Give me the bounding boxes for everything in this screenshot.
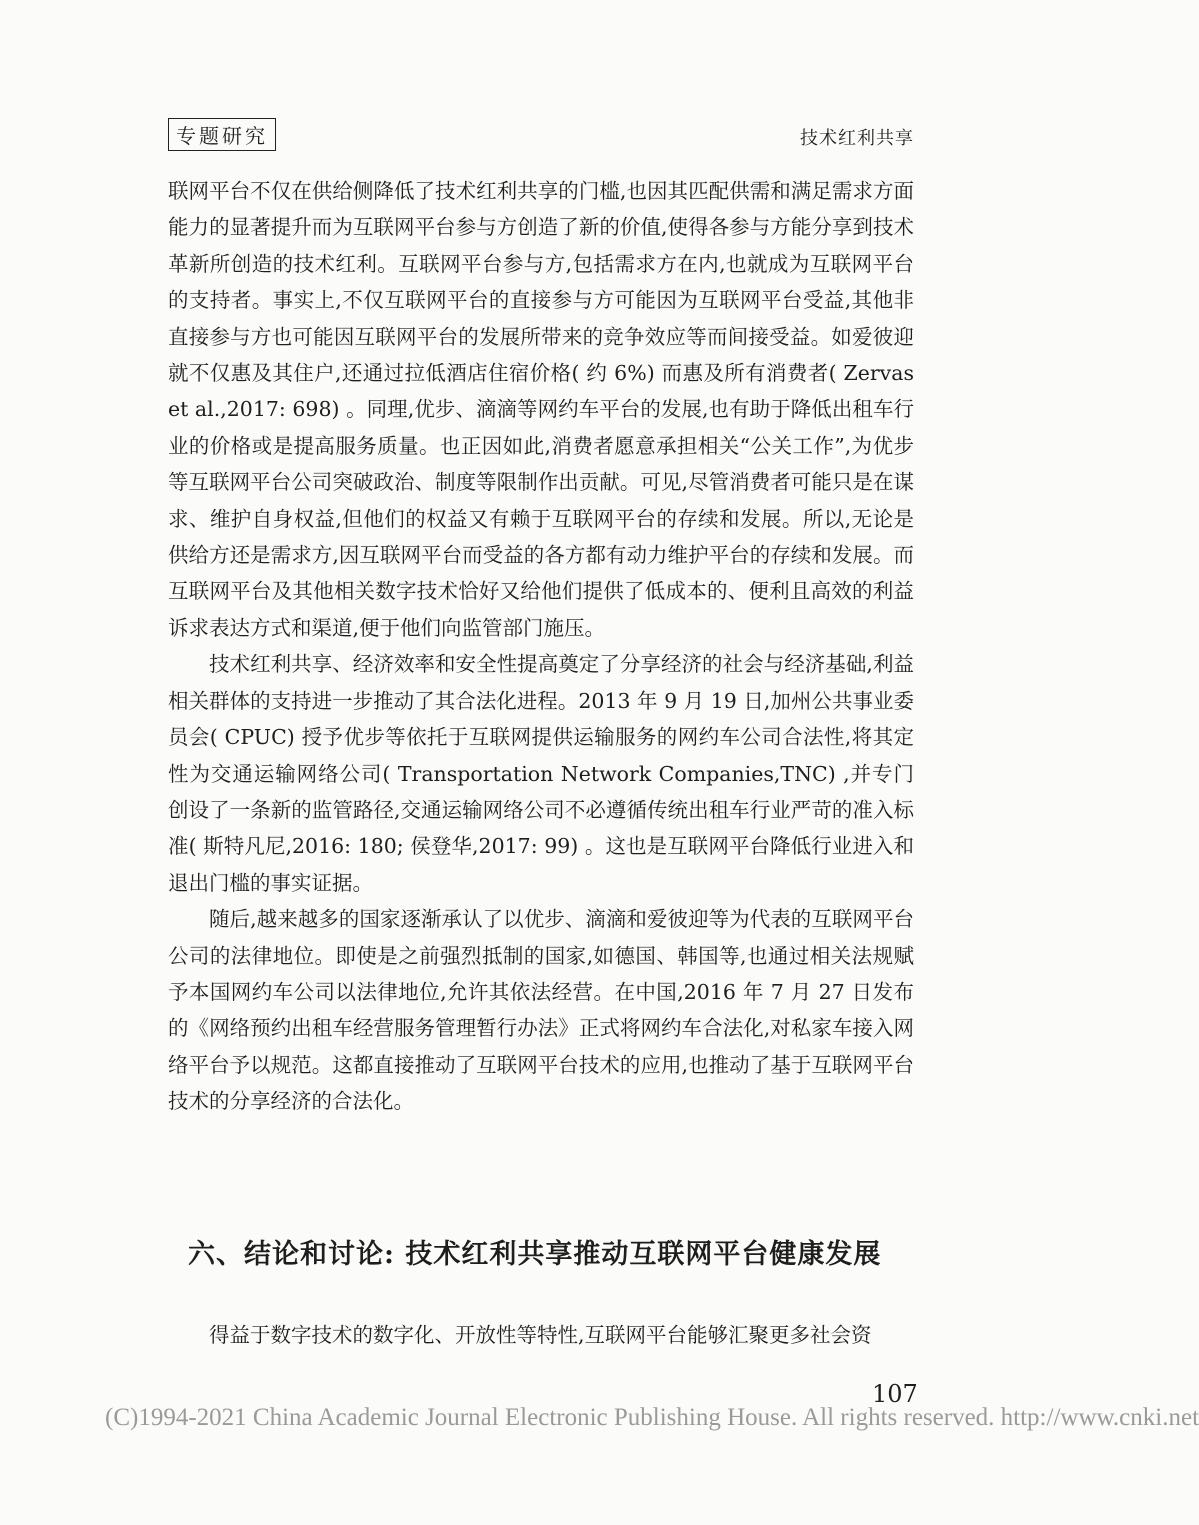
- copyright-watermark: (C)1994-2021 China Academic Journal Electronic Publishing House. All rights reserved. http://www.cnki.net: [105, 1404, 1199, 1431]
- page-number: 107: [872, 1380, 918, 1408]
- section-heading: 六、结论和讨论: 技术红利共享推动互联网平台健康发展: [188, 1239, 882, 1270]
- paragraph-3: 随后,越来越多的国家逐渐承认了以优步、滴滴和爱彼迎等为代表的互联网平台公司的法律地位。即使是之前强烈抵制的国家,如德国、韩国等,也通过相关法规赋予本国网约车公司以法律地位,允许其依法经营。在中国,2016 年 7 月 27 日发布的《网络预约出租车经营服务管理暂行办法》正式将网约车合法化,对私家车接入网络平台予以规范。这都直接推动了互联网平台技术的应用,也推动了基于互联网平台技术的分享经济的合法化。: [168, 907, 914, 1114]
- article-body: [168, 173, 914, 1120]
- section-first-line: 得益于数字技术的数字化、开放性等特性,互联网平台能够汇聚更多社会资: [209, 1323, 872, 1347]
- paragraph-1: 联网平台不仅在供给侧降低了技术红利共享的门槛,也因其匹配供需和满足需求方面能力的显著提升而为互联网平台参与方创造了新的价值,使得各参与方能分享到技术革新所创造的技术红利。互联网平台参与方,包括需求方在内,也就成为互联网平台的支持者。事实上,不仅互联网平台的直接参与方可能因为互联网平台受益,其他非直接参与方也可能因互联网平台的发展所带来的竞争效应等而间接受益。如爱彼迎就不仅惠及其住户,还通过拉低酒店住宿价格( 约 6%) 而惠及所有消费者( Zervas et al.,2017: 698) 。同理,优步、滴滴等网约车平台的发展,也有助于降低出租车行业的价格或是提高服务质量。也正因如此,消费者愿意承担相关“公关工作”,为优步等互联网平台公司突破政治、制度等限制作出贡献。可见,尽管消费者可能只是在谋求、维护自身权益,但他们的权益又有赖于互联网平台的存续和发展。所以,无论是供给方还是需求方,因互联网平台而受益的各方都有动力维护平台的存续和发展。而互联网平台及其他相关数字技术恰好又给他们提供了低成本的、便利且高效的利益诉求表达方式和渠道,便于他们向监管部门施压。: [168, 179, 914, 640]
- paragraph-2: 技术红利共享、经济效率和安全性提高奠定了分享经济的社会与经济基础,利益相关群体的支持进一步推动了其合法化进程。2013 年 9 月 19 日,加州公共事业委员会( CPUC) 授予优步等依托于互联网提供运输服务的网约车公司合法性,将其定性为交通运输网络公司( Transportation Network Companies,TNC) ,并专门创设了一条新的监管路径,交通运输网络公司不必遵循传统出租车行业严苛的准入标准( 斯特凡尼,2016: 180; 侯登华,2017: 99) 。这也是互联网平台降低行业进入和退出门槛的事实证据。: [168, 652, 914, 895]
- running-title: 技术红利共享: [800, 128, 914, 149]
- section-label: 专题研究: [168, 118, 276, 151]
